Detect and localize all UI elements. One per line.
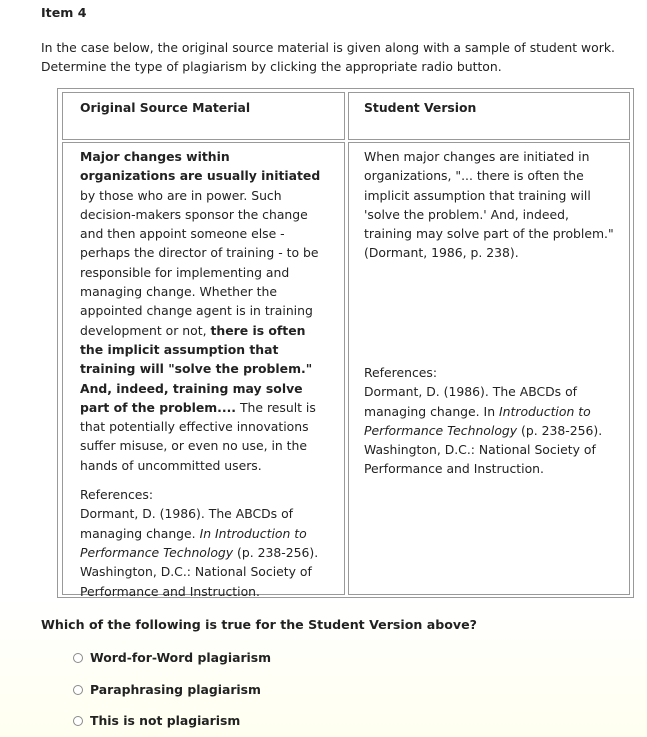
original-references [80, 485, 327, 601]
student-passage: When major changes are initiated in organizations, "... there is often the implicit assumption that training will 'solve the problem.' And, indeed, training may solve part of the problem." (Dormant, 1986, p. 238). [364, 149, 614, 261]
original-source-cell [62, 142, 345, 599]
student-ref-a: Dormant, D. (1986). The ABCDs of managing change. In [364, 384, 578, 419]
option-label[interactable]: This is not plagiarism [90, 713, 241, 728]
original-passage [80, 147, 327, 475]
radio-paraphrasing[interactable] [73, 685, 83, 695]
original-text-1: by those who are in power. Such decision-makers sponsor the change and then appoint someone else - perhaps the director of training - to be responsible for implementing and managing change. Whether the appointed change agent is in training development or not, [80, 187, 319, 338]
student-version-cell [348, 142, 630, 595]
student-refs-label: References: [364, 365, 438, 380]
option-not-plagiarism[interactable] [73, 713, 240, 728]
original-refs-label: References: [80, 487, 154, 503]
option-label[interactable]: Paraphrasing plagiarism [90, 682, 261, 697]
option-word-for-word[interactable] [73, 650, 271, 665]
original-text-2: The result is that potentially effective innovations suffer misuse, or even no use, in the hands of uncommitted users. [80, 399, 316, 473]
student-citation [364, 382, 616, 478]
instructions: In the case below, the original source material is given along with a sample of student work. Determine the type of plagiarism by clicking the appropriate radio button. [41, 40, 615, 74]
student-references [364, 363, 616, 479]
original-ref-title: In Introduction to Performance Technology [80, 525, 307, 560]
student-ref-b: (p. 238-256). Washington, D.C.: National Society of Performance and Instruction. [364, 422, 603, 477]
item-title: Item 4 [41, 5, 87, 20]
original-header: Original Source Material [62, 92, 345, 140]
student-ref-title: Introduction to Performance Technology [364, 403, 591, 438]
original-bold-1: Major changes within organizations are usually initiated [80, 149, 321, 184]
original-ref-b: (p. 238-256). Washington, D.C.: National Society of Performance and Instruction. [80, 544, 319, 599]
question-text: Which of the following is true for the Student Version above? [41, 617, 477, 632]
original-bold-2: there is often the implicit assumption that training will "solve the problem." And, indeed, training may solve part of the problem.... [80, 322, 313, 415]
original-ref-a: Dormant, D. (1986). The ABCDs of managing change. [80, 506, 294, 541]
option-label[interactable]: Word-for-Word plagiarism [90, 650, 272, 665]
radio-word-for-word[interactable] [73, 653, 83, 663]
radio-not-plagiarism[interactable] [73, 716, 83, 726]
option-paraphrasing[interactable] [73, 682, 261, 697]
student-header: Student Version [348, 92, 630, 140]
original-citation [80, 504, 327, 600]
comparison-table [57, 88, 634, 598]
